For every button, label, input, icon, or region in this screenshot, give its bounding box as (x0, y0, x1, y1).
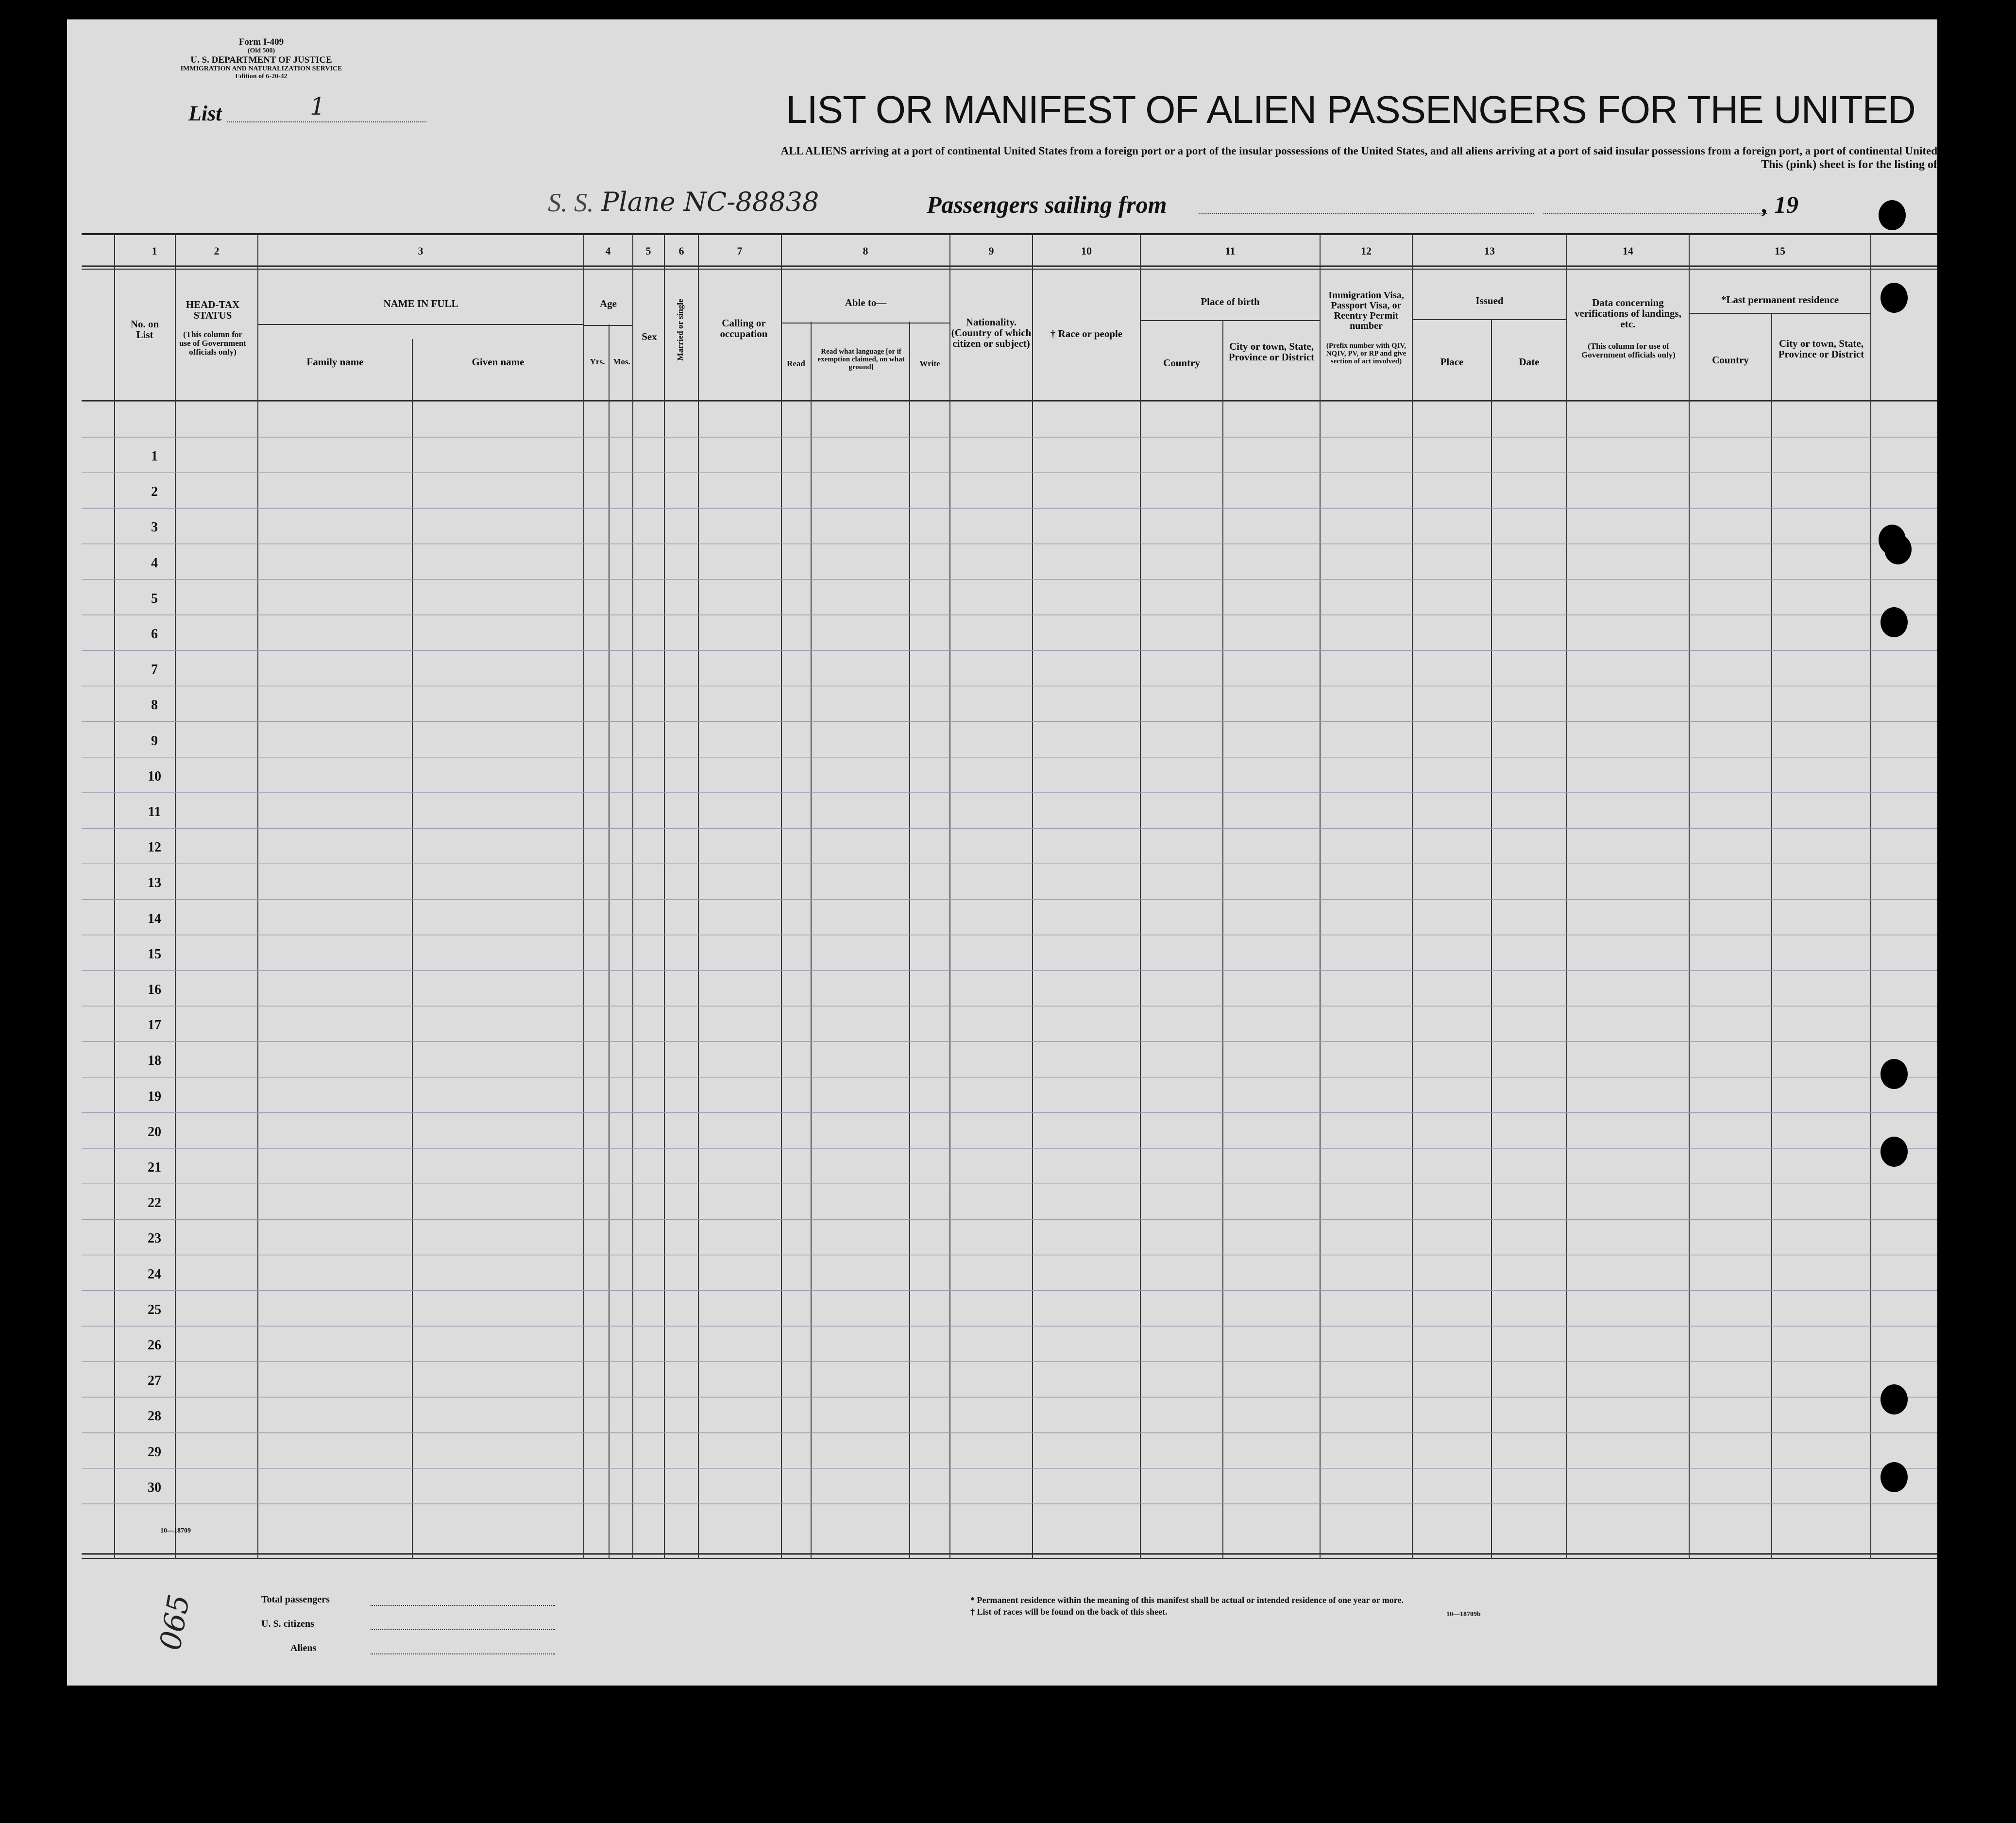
header-given-name: Given name (472, 356, 525, 368)
header-place: Place (1440, 356, 1464, 368)
form-number: Form I-409 (238, 37, 284, 47)
header-data-concerning: Data concerning verifications of landings, etc. (1575, 297, 1681, 330)
header-country: Country (1163, 357, 1200, 369)
row-number: 7 (151, 662, 158, 678)
row-number: 14 (148, 911, 161, 926)
row-number: 16 (148, 982, 161, 997)
column-number: 4 (605, 245, 611, 257)
row-number: 2 (151, 484, 158, 500)
header-calling: Calling or occupation (720, 317, 768, 340)
header-city: City or town, State, Province or District (1228, 341, 1315, 363)
column-number: 8 (863, 245, 868, 257)
race-list-note: † List of races will be found on the back of this sheet. (970, 1607, 1168, 1617)
ss-label: S. S. (548, 188, 594, 217)
aliens-line (371, 1653, 555, 1654)
row-number: 4 (151, 555, 158, 571)
handwritten-note: 065 (153, 1592, 197, 1653)
header-write: Write (919, 359, 940, 368)
row-number: 5 (151, 591, 158, 606)
printer-code: 10—18709 (160, 1527, 191, 1534)
column-number: 2 (214, 245, 220, 257)
row-number: 20 (148, 1124, 161, 1140)
header-read-language: Read what language [or if exemption claimed, on what ground] (817, 348, 905, 371)
header-read: Read (787, 359, 805, 368)
header-place-of-birth: Place of birth (1201, 296, 1260, 307)
header-visa: Immigration Visa, Passport Visa, or Reentry Permit number (1328, 290, 1404, 331)
column-number: 5 (645, 245, 651, 257)
column-number: 10 (1081, 245, 1092, 257)
punch-hole (1880, 283, 1908, 313)
column-number: 1 (152, 245, 157, 257)
us-citizens-label: U. S. citizens (261, 1619, 314, 1629)
header-married: Married or single (676, 299, 685, 361)
punch-hole (1880, 1384, 1908, 1414)
sailing-label: Passengers sailing from (927, 191, 1167, 218)
row-number: 3 (151, 520, 158, 535)
punch-hole (1880, 1059, 1908, 1089)
row-number: 1 (151, 449, 158, 464)
punch-hole (1880, 1462, 1908, 1492)
header-mos: Mos. (613, 357, 630, 366)
printer-code-2: 10—18709b (1446, 1611, 1481, 1618)
header-race: † Race or people (1050, 328, 1123, 340)
aliens-label: Aliens (290, 1643, 317, 1653)
header-family-name: Family name (306, 356, 364, 368)
header-data-note: (This column for use of Government officials only) (1581, 341, 1676, 359)
manifest-sheet (67, 19, 1937, 1686)
column-number: 14 (1623, 245, 1633, 257)
edition: Edition of 6-20-42 (235, 73, 288, 80)
punch-hole (1884, 534, 1912, 564)
permanent-residence-note: * Permanent residence within the meaning of this manifest shall be actual or intended residence of one year or more. (970, 1595, 1404, 1605)
header-visa-note: (Prefix number with QIV, NQIV, PV, or RP and give section of act involved) (1326, 342, 1406, 365)
header-country-2: Country (1712, 354, 1749, 366)
row-number: 23 (148, 1231, 161, 1246)
row-number: 17 (148, 1018, 161, 1033)
row-number: 15 (148, 946, 161, 962)
subtitle-line-1: ALL ALIENS arriving at a port of continental United States from a foreign port or a port of the insular possessions of the United States, and all aliens arriving at a port of said insular possessions from a foreign port, a port of continental United (780, 145, 1937, 157)
punch-hole (1880, 607, 1908, 637)
list-value: 1 (310, 92, 325, 120)
column-number: 7 (737, 245, 743, 257)
column-number: 15 (1775, 245, 1785, 257)
row-number: 27 (148, 1373, 161, 1389)
header-no-on-list: No. on List (130, 318, 159, 341)
header-head-tax-note: (This column for use of Government officials only) (179, 330, 246, 357)
us-citizens-line (371, 1629, 555, 1630)
punch-hole (1879, 200, 1906, 230)
department: U. S. DEPARTMENT OF JUSTICE (190, 55, 332, 65)
row-number: 21 (148, 1160, 161, 1175)
row-number: 10 (148, 768, 161, 784)
row-number: 19 (148, 1089, 161, 1104)
header-nationality: Nationality. (Country of which citizen or subject) (951, 316, 1032, 349)
total-passengers-line (371, 1605, 555, 1606)
manifest-grid (67, 19, 1937, 1686)
list-label: List (188, 102, 222, 125)
year-label: , 19 (1762, 191, 1798, 218)
column-number: 11 (1225, 245, 1236, 257)
header-last-residence: *Last permanent residence (1721, 294, 1839, 306)
form-old-number: (Old 500) (247, 47, 275, 54)
total-passengers-label: Total passengers (261, 1594, 330, 1605)
row-number: 24 (148, 1266, 161, 1282)
header-name-in-full: NAME IN FULL (383, 298, 458, 309)
header-city-2: City or town, State, Province or District (1778, 338, 1864, 360)
row-number: 25 (148, 1302, 161, 1317)
row-number: 8 (151, 698, 158, 713)
header-yrs: Yrs. (590, 357, 605, 366)
header-head-tax: HEAD-TAX STATUS (186, 299, 240, 321)
header-issued: Issued (1475, 295, 1504, 307)
subtitle-line-2: This (pink) sheet is for the listing of (1761, 158, 1937, 171)
row-number: 26 (148, 1338, 161, 1353)
header-date: Date (1519, 356, 1540, 368)
column-number: 6 (678, 245, 684, 257)
row-number: 9 (151, 733, 158, 749)
row-number: 12 (148, 840, 161, 855)
service: IMMIGRATION AND NATURALIZATION SERVICE (180, 65, 342, 72)
row-number: 22 (148, 1195, 161, 1211)
header-age: Age (600, 298, 617, 309)
row-number: 13 (148, 875, 161, 891)
row-number: 30 (148, 1480, 161, 1495)
row-number: 18 (148, 1053, 161, 1069)
header-sex: Sex (642, 331, 657, 342)
column-number: 9 (988, 245, 994, 257)
row-number: 28 (148, 1409, 161, 1424)
column-number: 12 (1361, 245, 1372, 257)
column-number: 3 (418, 245, 424, 257)
punch-hole (1880, 1137, 1908, 1167)
row-number: 29 (148, 1444, 161, 1460)
column-number: 13 (1484, 245, 1495, 257)
ss-value: Plane NC-88838 (601, 187, 819, 217)
row-number: 11 (148, 804, 161, 819)
header-able-to: Able to— (845, 297, 887, 308)
page-title: LIST OR MANIFEST OF ALIEN PASSENGERS FOR THE UNITED (786, 88, 1915, 131)
row-number: 6 (151, 627, 158, 642)
